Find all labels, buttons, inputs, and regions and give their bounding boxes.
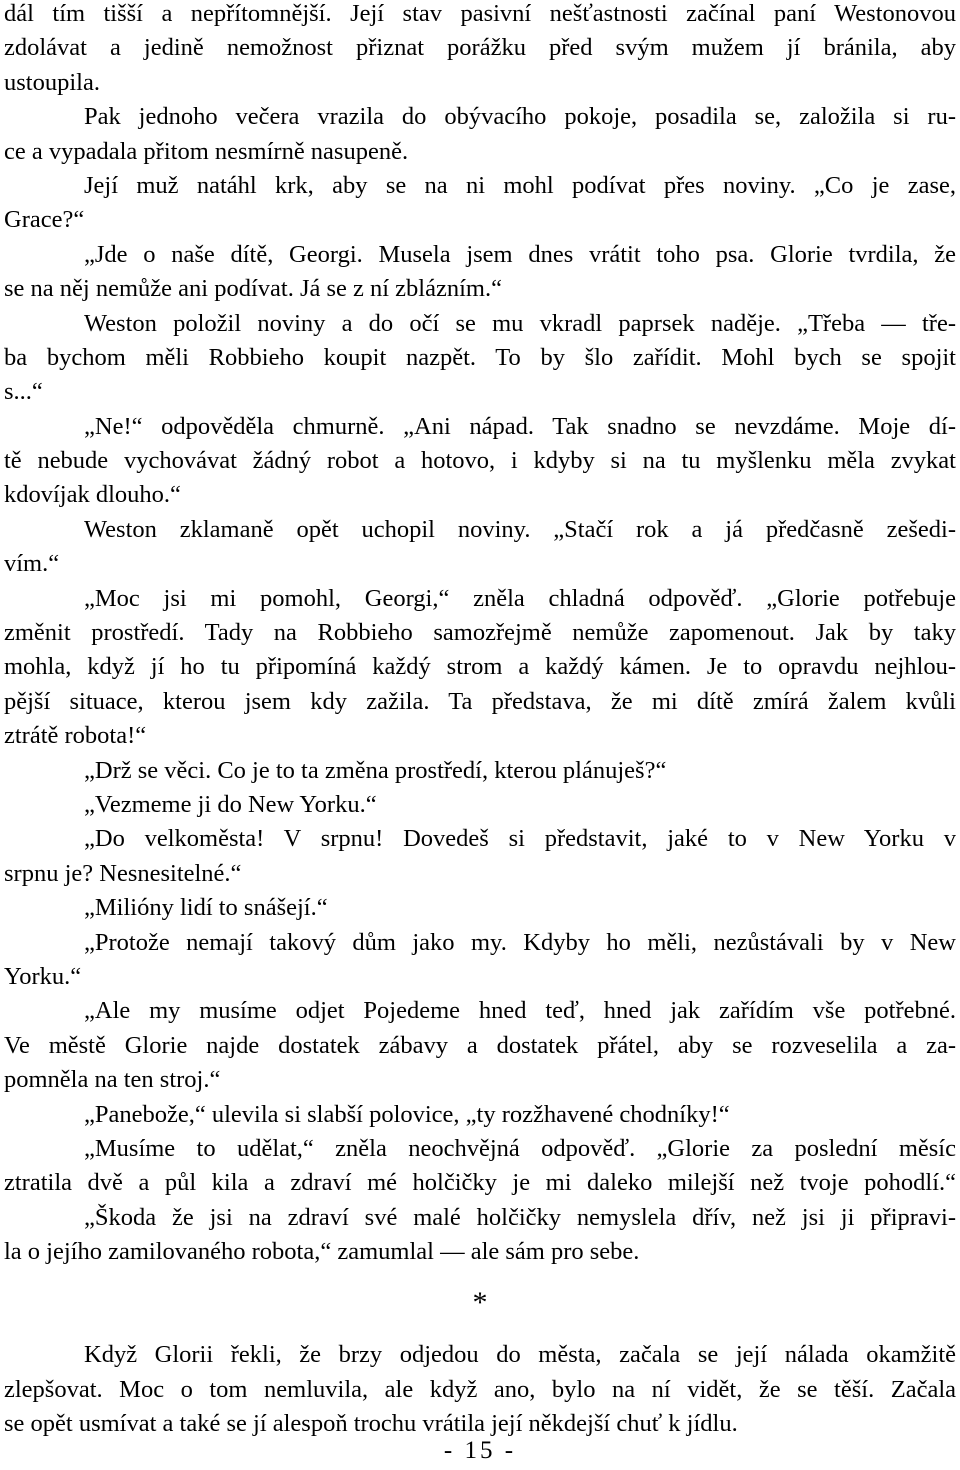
- text-line: „Musíme to udělat,“ zněla neochvějná odpověď. „Glorie za poslední měsíc: [84, 1134, 956, 1162]
- section-separator: *: [472, 1286, 488, 1320]
- text-line: la o jejího zamilovaného robota,“ zamumlal — ale sám pro sebe.: [4, 1238, 640, 1266]
- text-line: ce a vypadala přitom nesmírně nasupeně.: [4, 137, 409, 165]
- text-line: pější situace, kterou jsem kdy zažila. Ta představa, že mi dítě zmírá žalem kvůli: [4, 687, 956, 715]
- page-number: - 15 -: [443, 1437, 517, 1464]
- text-line: „Ale my musíme odjet Pojedeme hned teď, hned jak zařídím vše potřebné.: [84, 997, 956, 1025]
- text-line: Její muž natáhl krk, aby se na ni mohl podívat přes noviny. „Co je zase,: [84, 171, 956, 199]
- text-line: Yorku.“: [4, 962, 82, 990]
- text-line: zdolávat a jedině nemožnost přiznat porážku před svým mužem jí bránila, aby: [4, 34, 956, 62]
- text-line: „Jde o naše dítě, Georgi. Musela jsem dnes vrátit toho psa. Glorie tvrdila, že: [84, 240, 956, 268]
- text-line: ustoupila.: [4, 68, 100, 96]
- text-line: „Moc jsi mi pomohl, Georgi,“ zněla chladná odpověď. „Glorie potřebuje: [84, 584, 956, 612]
- text-line: pomněla na ten stroj.“: [4, 1066, 221, 1094]
- text-line: se na něj nemůže ani podívat. Já se z ní zblázním.“: [4, 275, 502, 303]
- text-line: „Milióny lidí to snášejí.“: [84, 894, 328, 922]
- text-line: Weston položil noviny a do očí se mu vkradl paprsek naděje. „Třeba — tře-: [84, 309, 956, 337]
- text-line: „Škoda že jsi na zdraví své malé holčičky nemyslela dřív, než jsi ji připravi-: [84, 1203, 956, 1231]
- text-line: vím.“: [4, 550, 60, 578]
- text-line: srpnu je? Nesnesitelné.“: [4, 859, 242, 887]
- text-line: Když Glorii řekli, že brzy odjedou do města, začala se její nálada okamžitě: [84, 1341, 956, 1369]
- text-line: kdovíjak dlouho.“: [4, 481, 181, 509]
- text-line: Grace?“: [4, 206, 85, 234]
- text-line: Weston zklamaně opět uchopil noviny. „Stačí rok a já předčasně zešedi-: [84, 515, 956, 543]
- text-line: „Protože nemají takový dům jako my. Kdyby ho měli, nezůstávali by v New: [84, 928, 956, 956]
- text-line: Ve městě Glorie najde dostatek zábavy a dostatek přátel, aby se rozveselila a za-: [4, 1031, 956, 1059]
- text-line: s...“: [4, 378, 43, 406]
- text-line: se opět usmívat a také se jí alespoň trochu vrátila její někdejší chuť k jídlu.: [4, 1410, 738, 1438]
- text-line: „Drž se věci. Co je to ta změna prostředí, kterou plánuješ?“: [84, 756, 667, 784]
- text-line: mohla, když jí ho tu připomíná každý strom a každý kámen. Je to opravdu nejhlou-: [4, 653, 956, 681]
- text-line: „Panebože,“ ulevila si slabší polovice, „ty rozžhavené chodníky!“: [84, 1100, 730, 1128]
- text-line: zlepšovat. Moc o tom nemluvila, ale když ano, bylo na ní vidět, že se těší. Začala: [4, 1375, 956, 1403]
- text-line: ztrátě robota!“: [4, 722, 147, 750]
- text-line: „Vezmeme ji do New Yorku.“: [84, 790, 377, 818]
- text-line: „Ne!“ odpověděla chmurně. „Ani nápad. Tak snadno se nevzdáme. Moje dí-: [84, 412, 956, 440]
- text-line: dál tím tišší a nepřítomnější. Její stav pasivní nešťastnosti začínal paní Westonovou: [4, 0, 956, 27]
- text-line: ztratila dvě a půl kila a zdraví mé holčičky je mi daleko milejší než tvoje pohodlí.“: [4, 1169, 956, 1197]
- text-line: „Do velkoměsta! V srpnu! Dovedeš si představit, jaké to v New Yorku v: [84, 825, 956, 853]
- text-line: tě nebude vychovávat žádný robot a hotovo, i kdyby si na tu myšlenku měla zvykat: [4, 447, 956, 475]
- text-body: [4, 0, 956, 1441]
- text-line: ba bychom měli Robbieho koupit nazpět. To by šlo zařídit. Mohl bych se spojit: [4, 343, 956, 371]
- text-line: změnit prostředí. Tady na Robbieho samozřejmě nemůže zapomenout. Jak by taky: [4, 619, 956, 647]
- text-line: Pak jednoho večera vrazila do obývacího pokoje, posadila se, založila si ru-: [84, 103, 956, 131]
